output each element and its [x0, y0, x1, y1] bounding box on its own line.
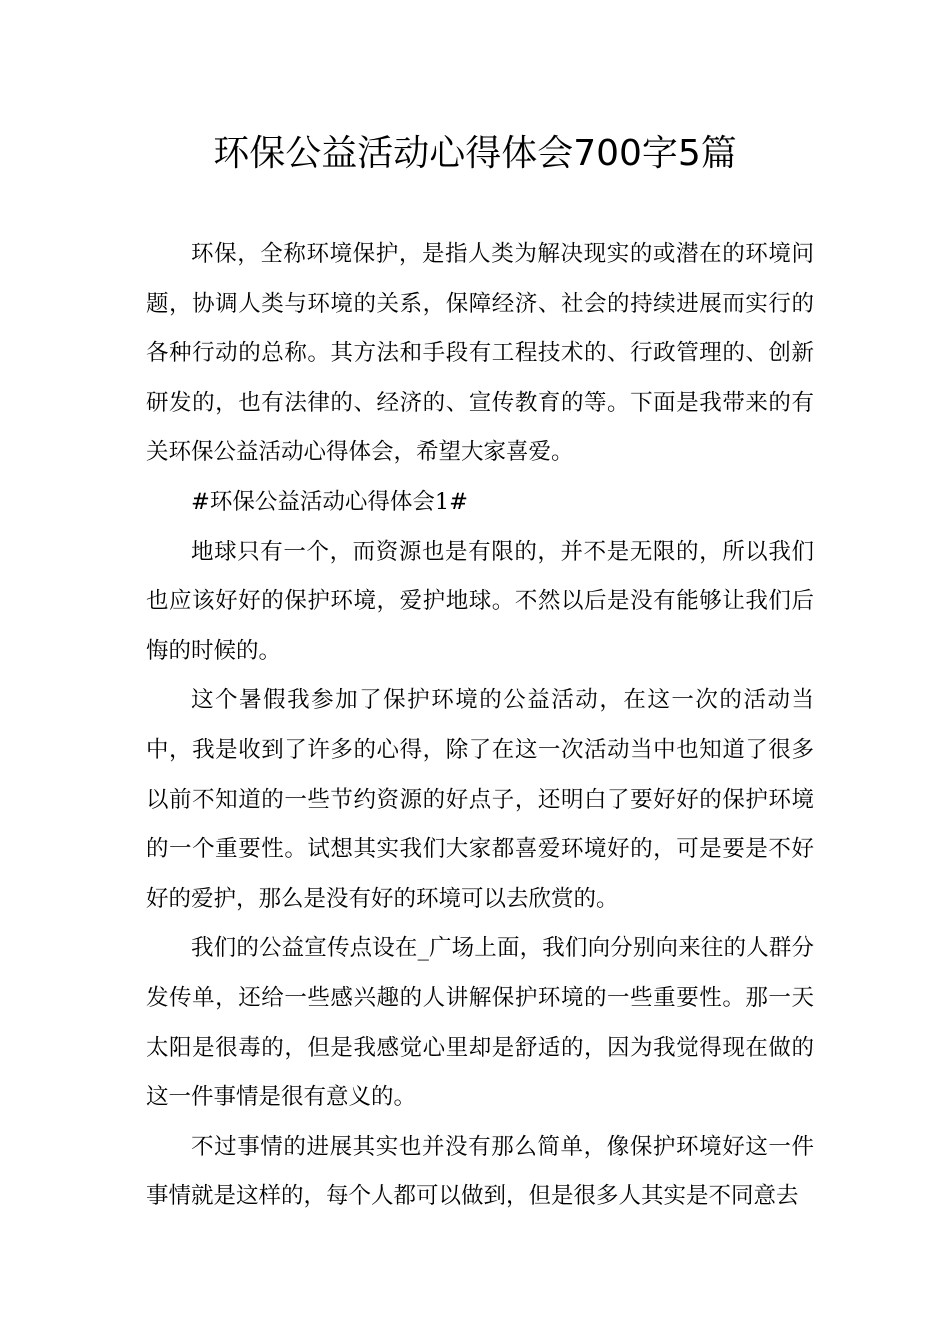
- paragraph-2: 这个暑假我参加了保护环境的公益活动，在这一次的活动当中，我是收到了许多的心得，除了在这一次活动当中也知道了很多以前不知道的一些节约资源的好点子，还明白了要好好的保护环境的一个重要性。试想其实我们大家都喜爱环境好的，可是要是不好好的爱护，那么是没有好的环境可以去欣赏的。: [146, 687, 814, 912]
- paragraph-1: 地球只有一个，而资源也是有限的，并不是无限的，所以我们也应该好好的保护环境，爱护地球。不然以后是没有能够让我们后悔的时候的。: [146, 538, 814, 664]
- paragraph-3: 我们的公益宣传点设在_广场上面，我们向分别向来往的人群分发传单，还给一些感兴趣的人讲解保护环境的一些重要性。那一天太阳是很毒的，但是我感觉心里却是舒适的，因为我觉得现在做的这一件事情是很有意义的。: [146, 935, 814, 1111]
- document-body: [146, 230, 814, 1222]
- paragraph-4: 不过事情的进展其实也并没有那么简单，像保护环境好这一件事情就是这样的，每个人都可以做到，但是很多人其实是不同意去: [146, 1133, 814, 1210]
- section-heading-1: #环保公益活动心得体会1#: [191, 488, 469, 515]
- document-title: 环保公益活动心得体会700字5篇: [213, 133, 737, 174]
- paragraph-intro: 环保，全称环境保护，是指人类为解决现实的或潜在的环境问题，协调人类与环境的关系，保障经济、社会的持续进展而实行的各种行动的总称。其方法和手段有工程技术的、行政管理的、创新研发的，也有法律的、经济的、宣传教育的等。下面是我带来的有关环保公益活动心得体会，希望大家喜爱。: [146, 241, 814, 466]
